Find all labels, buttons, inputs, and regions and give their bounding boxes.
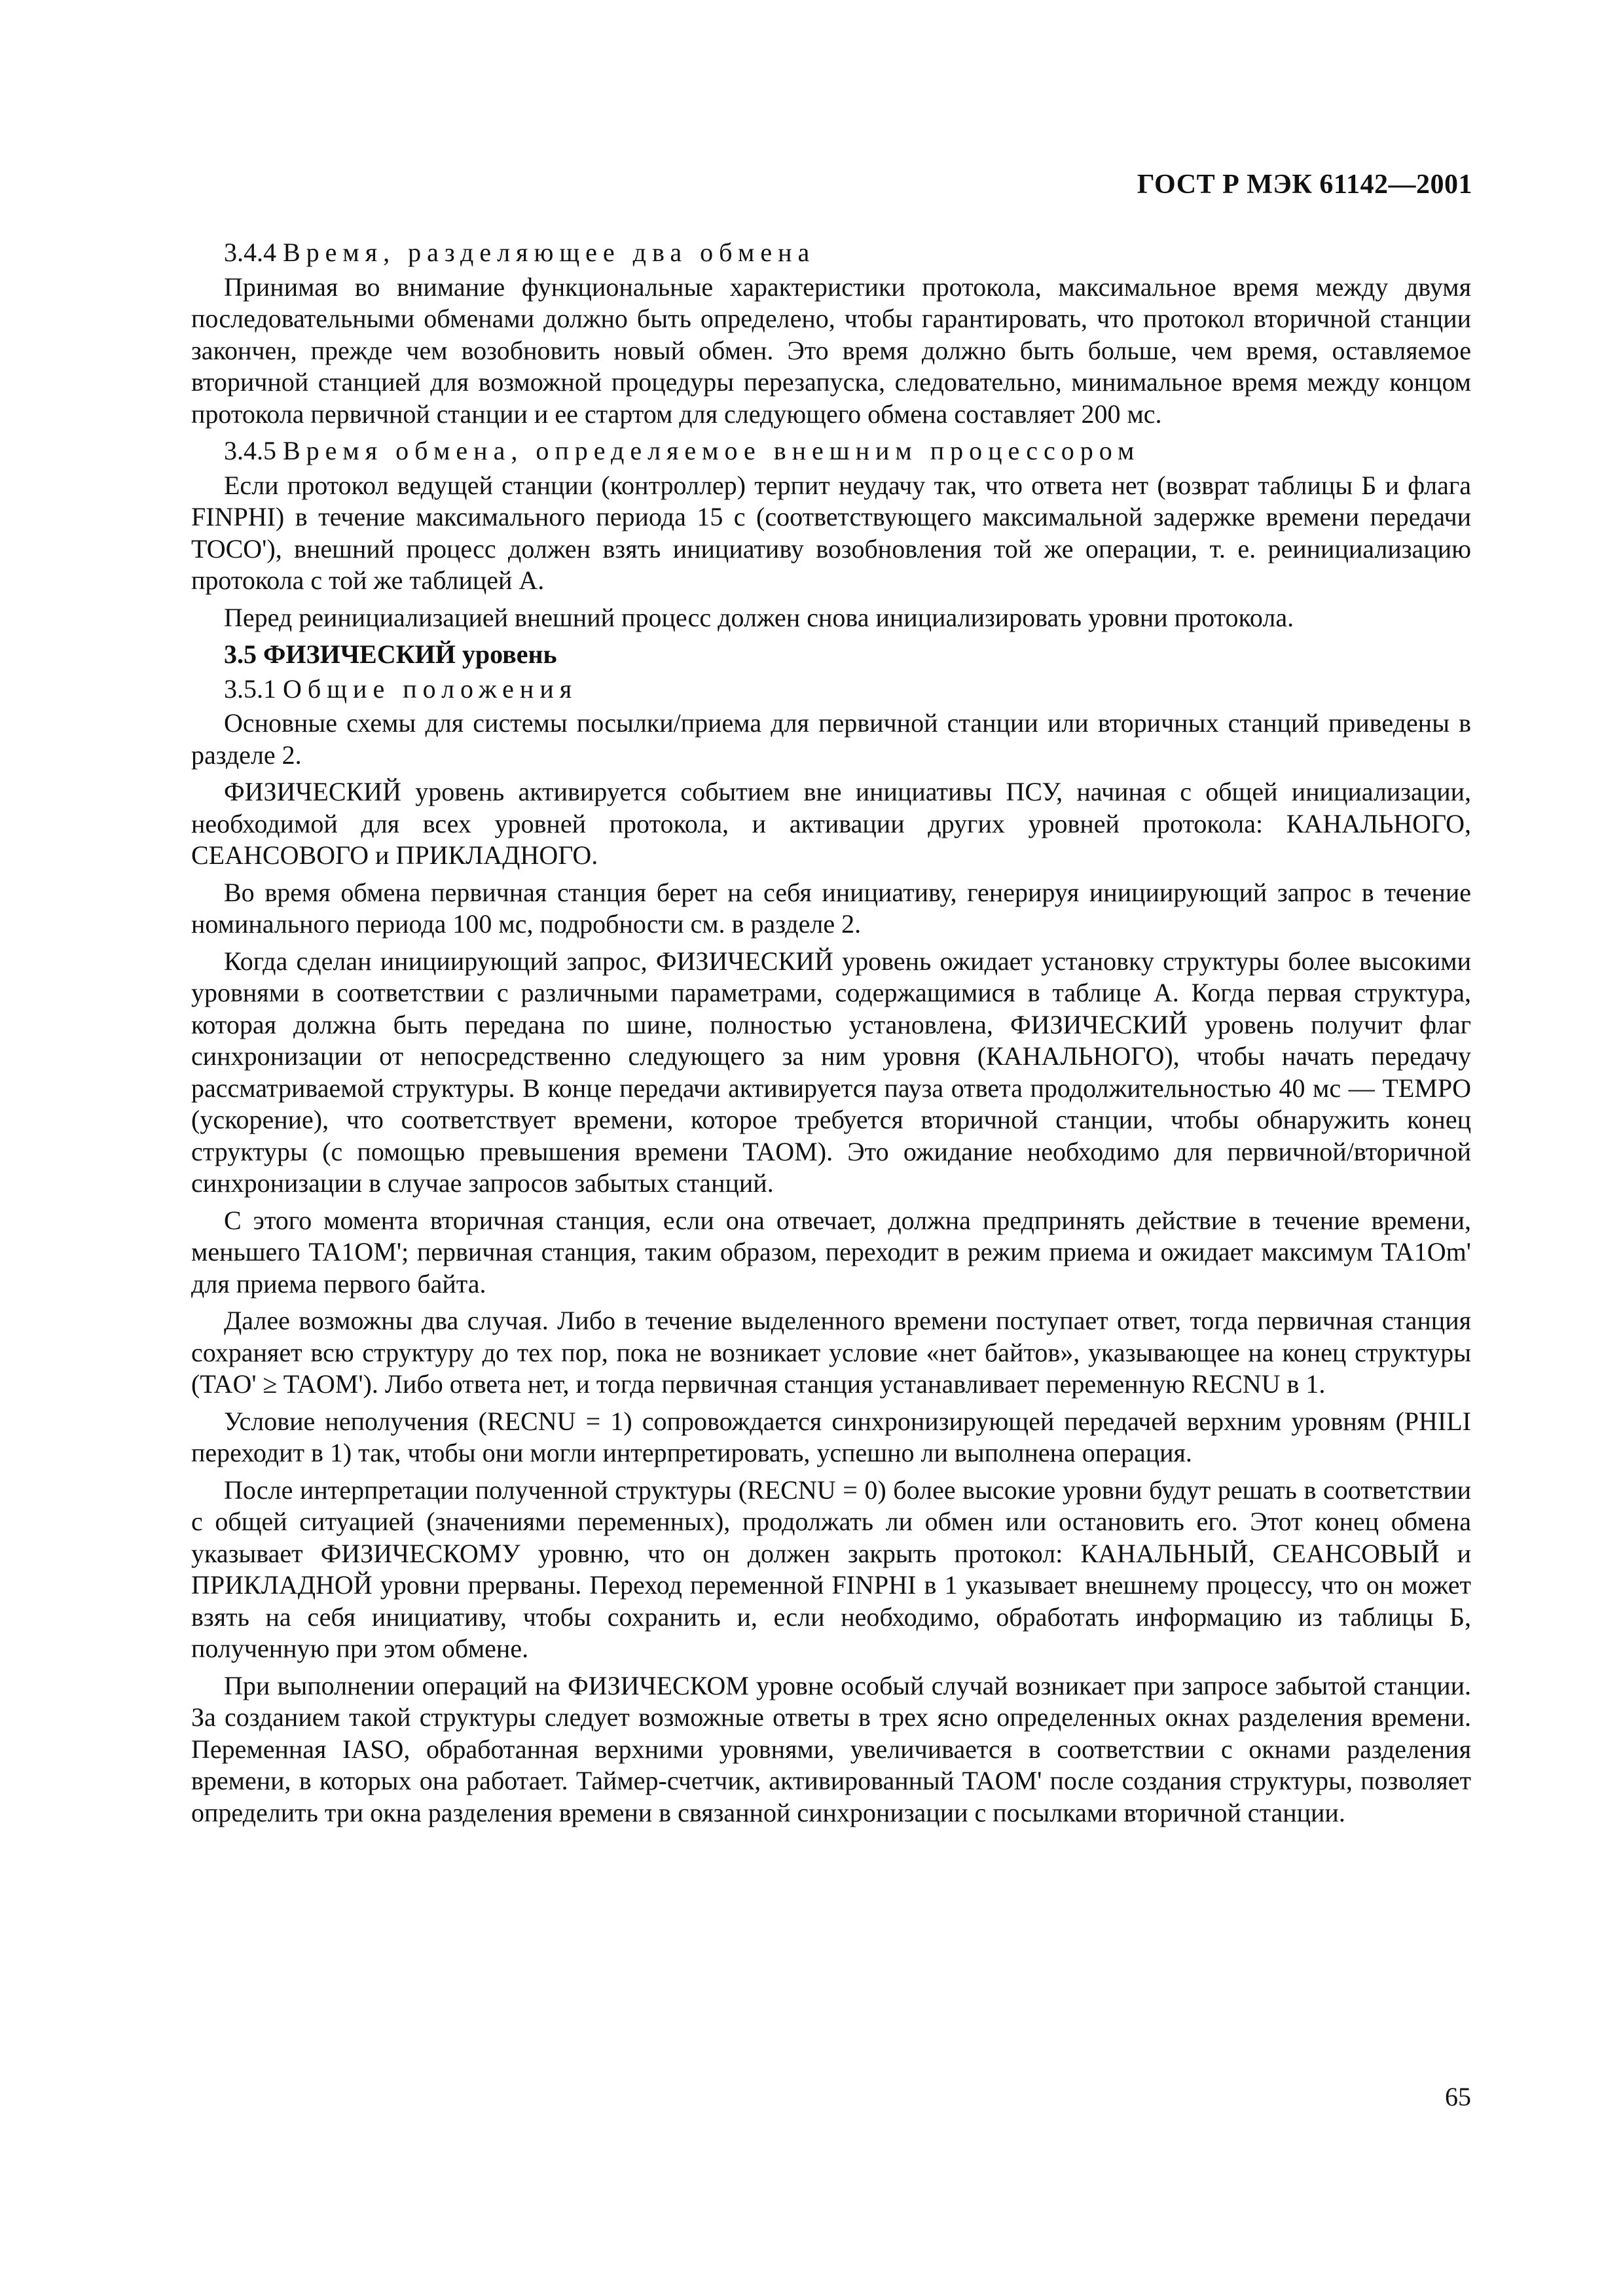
section-number: 3.4.5: [224, 436, 276, 465]
section-title: Общие положения: [283, 673, 578, 704]
paragraph: С этого момента вторичная станция, если она отвечает, должна предпринять действие в течение времени, меньшего TA1OM'; первичная станция, таким образом, переходит в режим приема и ожидает максимум TA1Om' для приема первого байта.: [191, 1205, 1471, 1299]
page-number: 65: [1445, 2082, 1471, 2111]
section-3-4-5-heading: [191, 435, 1471, 467]
paragraph: ФИЗИЧЕСКИЙ уровень активируется событием вне инициативы ПСУ, начиная с общей инициализации, необходимой для всех уровней протокола, и активации других уровней протокола: КАНАЛЬНОГО, СЕАНСОВОГО и ПРИКЛАДНОГО.: [191, 777, 1471, 870]
paragraph: Перед реинициализацией внешний процесс должен снова инициализировать уровни протокола.: [224, 602, 1294, 632]
paragraph: Во время обмена первичная станция берет на себя инициативу, генерируя инициирующий запрос в течение номинального периода 100 мс, подробности см. в разделе 2.: [191, 877, 1471, 939]
paragraph: Когда сделан инициирующий запрос, ФИЗИЧЕСКИЙ уровень ожидает установку структуры более высокими уровнями в соответствии с различными параметрами, содержащимися в таблице А. Когда первая структура, которая должна быть передана по шине, полностью установлена, ФИЗИЧЕСКИЙ уровень получит флаг синхронизации от непосредственно следующего за ним уровня (КАНАЛЬНОГО), чтобы начать передачу рассматриваемой структуры. В конце передачи активируется пауза ответа продолжительностью 40 мс — TEMPO (ускорение), что соответствует времени, которое требуется вторичной станции, чтобы обнаружить конец структуры (с помощью превышения времени TAOM). Это ожидание необходимо для первичной/вторичной синхронизации в случае запросов забытых станций.: [191, 946, 1471, 1198]
section-title: Время обмена, определяемое внешним процессором: [283, 436, 1140, 465]
paragraph: После интерпретации полученной структуры (RECNU = 0) более высокие уровни будут решать в соответствии с общей ситуацией (значениями переменных), продолжать ли обмен или остановить его. Этот конец обмена указывает ФИЗИЧЕСКОМУ уровню, что он должен закрыть протокол: КАНАЛЬНЫЙ, СЕАНСОВЫЙ и ПРИКЛАДНОЙ уровни прерваны. Переход переменной FINPHI в 1 указывает внешнему процессу, что он может взять на себя инициативу, чтобы сохранить и, если необходимо, обработать информацию из таблицы Б, полученную при этом обмене.: [191, 1475, 1471, 1663]
paragraph: Далее возможны два случая. Либо в течение выделенного времени поступает ответ, тогда первичная станция сохраняет всю структуру до тех пор, пока не возникает условие «нет байтов», указывающее на конец структуры (TAO' ≥ TAOM'). Либо ответа нет, и тогда первичная станция устанавливает переменную RECNU в 1.: [191, 1306, 1471, 1399]
paragraph: При выполнении операций на ФИЗИЧЕСКОМ уровне особый случай возникает при запросе забытой станции. За созданием такой структуры следует возможные ответы в трех ясно определенных окнах разделения времени. Переменная IASO, обработанная верхними уровнями, увеличивается в соответствии с окнами разделения времени, в которых она работает. Таймер-счетчик, активированный TAOM' после создания структуры, позволяет определить три окна разделения времени в связанной синхронизации с посылками вторичной станции.: [191, 1670, 1471, 1827]
paragraph: Условие неполучения (RECNU = 1) сопровождается синхронизирующей передачей верхним уровням (PHILI переходит в 1) так, чтобы они могли интерпретировать, успешно ли выполнена операция.: [191, 1406, 1471, 1467]
section-3-5-heading: 3.5 ФИЗИЧЕСКИЙ уровень: [224, 639, 557, 669]
paragraph: Основные схемы для системы посылки/приема для первичной станции или вторичных станций приведены в разделе 2.: [191, 708, 1471, 770]
standard-header: ГОСТ Р МЭК 61142—2001: [1137, 170, 1472, 200]
paragraph: Принимая во внимание функциональные характеристики протокола, максимальное время между двумя последовательными обменами должно быть определено, чтобы гарантировать, что протокол вторичной станции закончен, прежде чем возобновить новый обмен. Это время должно быть больше, чем время, оставляемое вторичной станцией для возможной процедуры перезапуска, следовательно, минимальное время между концом протокола первичной станции и ее стартом для следующего обмена составляет 200 мс.: [191, 272, 1471, 429]
section-title: Время, разделяющее два обмена: [283, 238, 816, 267]
section-number: 3.4.4: [224, 238, 276, 267]
section-number: 3.5.1: [224, 673, 276, 704]
section-3-5-1-heading: [191, 673, 1471, 706]
section-3-4-4-heading: [191, 237, 1471, 269]
paragraph: Если протокол ведущей станции (контроллер) терпит неудачу так, что ответа нет (возврат таблицы Б и флага FINPHI) в течение максимального периода 15 с (соответствующего максимальной задержке времени передачи TOCO'), внешний процесс должен взять инициативу возобновления той же операции, т. е. реинициализацию протокола с той же таблицей А.: [191, 470, 1471, 595]
body-text: [191, 237, 1471, 1834]
